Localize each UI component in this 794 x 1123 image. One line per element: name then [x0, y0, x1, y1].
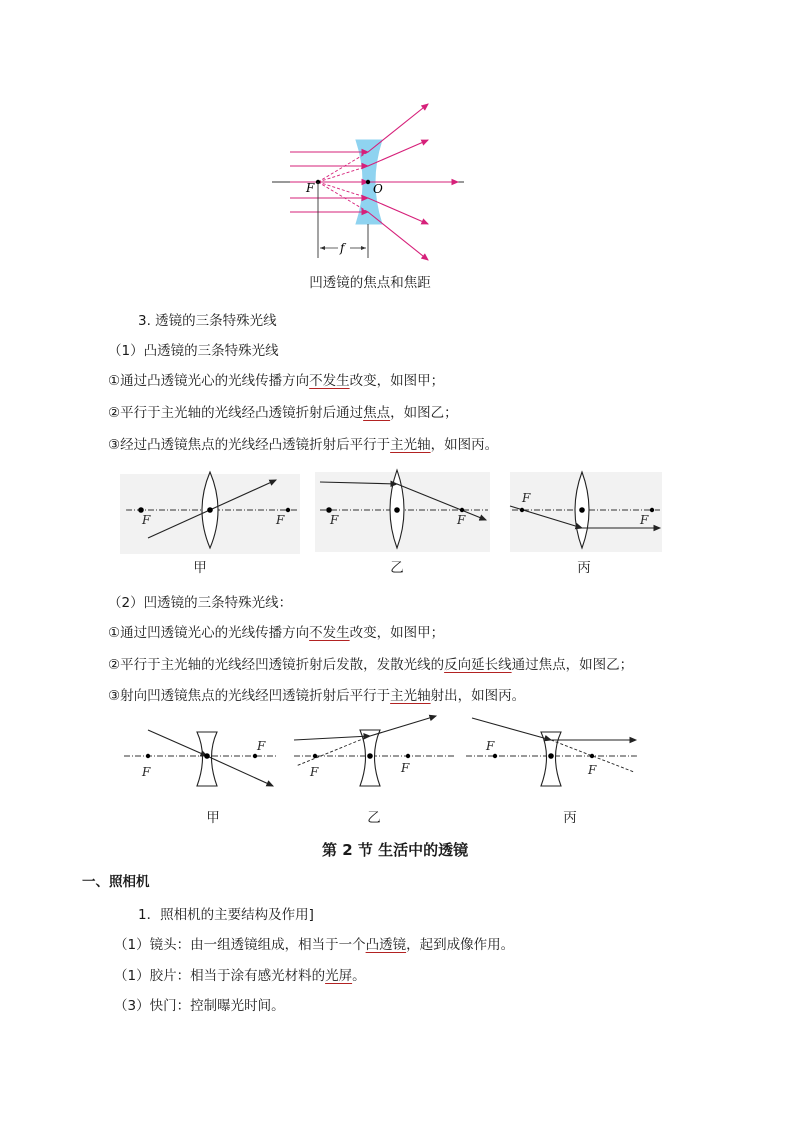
convex-heading: （1）凸透镜的三条特殊光线: [108, 343, 279, 359]
concave-heading: （2）凹透镜的三条特殊光线：: [108, 595, 293, 611]
convex-caption-3: 丙: [577, 560, 591, 576]
convex-lens-diagrams: [120, 466, 665, 556]
convex-f-1b: F: [276, 513, 285, 527]
convex-key-1: 不发生: [309, 373, 350, 389]
concave-item-1: ①通过凹透镜光心的光线传播方向不发生改变，如图甲；: [108, 625, 445, 641]
concave-f-2b: F: [401, 761, 410, 775]
concave-caption-2: 乙: [367, 810, 381, 826]
convex-caption-1: 甲: [193, 560, 207, 576]
concave-caption-1: 甲: [206, 810, 220, 826]
concave-item-3: ③射向凹透镜焦点的光线经凹透镜折射后平行于主光轴射出，如图丙。: [108, 688, 526, 704]
convex-f-3a: F: [522, 491, 531, 505]
convex-f-3b: F: [640, 513, 649, 527]
concave-caption-3: 丙: [563, 810, 577, 826]
section-title: 第 2 节 生活中的透镜: [322, 841, 469, 859]
concave-key-2: 反向延长线: [444, 657, 512, 673]
camera-sub: 1．照相机的主要结构及作用]: [138, 907, 314, 923]
convex-f-1a: F: [142, 513, 151, 527]
camera-item-3: （3）快门：控制曝光时间。: [114, 998, 285, 1014]
concave-key-1: 不发生: [309, 625, 350, 641]
concave-key-3: 主光轴: [390, 688, 431, 704]
camera-key-2: 光屏: [325, 968, 353, 984]
label-f: f: [340, 241, 345, 255]
concave-f-2a: F: [310, 765, 319, 779]
camera-item-1: （1）镜头：由一组透镜组成，相当于一个凸透镜，起到成像作用。: [114, 937, 515, 953]
concave-f-1b: F: [257, 739, 266, 753]
camera-heading: 一、照相机: [82, 874, 150, 890]
concave-lens-diagrams: [118, 710, 648, 800]
concave-f-1a: F: [142, 765, 151, 779]
convex-key-2: 焦点: [363, 405, 391, 421]
concave-f-3b: F: [588, 763, 597, 777]
convex-item-1: ①通过凸透镜光心的光线传播方向不发生改变，如图甲；: [108, 373, 445, 389]
convex-item-2: ②平行于主光轴的光线经凸透镜折射后通过焦点，如图乙；: [108, 405, 458, 421]
camera-item-2: （1）胶片：相当于涂有感光材料的光屏。: [114, 968, 366, 984]
convex-key-3: 主光轴: [390, 437, 431, 453]
concave-lens-focus-diagram: [268, 100, 468, 265]
convex-item-3: ③经过凸透镜焦点的光线经凸透镜折射后平行于主光轴，如图丙。: [108, 437, 499, 453]
concave-f-3a: F: [486, 739, 495, 753]
section3-heading: 3. 透镜的三条特殊光线: [138, 313, 277, 329]
convex-caption-2: 乙: [390, 560, 404, 576]
label-O: O: [373, 182, 383, 196]
convex-f-2b: F: [457, 513, 466, 527]
convex-f-2a: F: [330, 513, 339, 527]
figure-caption-concave-focus: 凹透镜的焦点和焦距: [309, 275, 431, 291]
label-F: F: [306, 181, 315, 195]
camera-key-1: 凸透镜: [365, 937, 407, 953]
concave-item-2: ②平行于主光轴的光线经凹透镜折射后发散，发散光线的反向延长线通过焦点，如图乙；: [108, 657, 634, 673]
